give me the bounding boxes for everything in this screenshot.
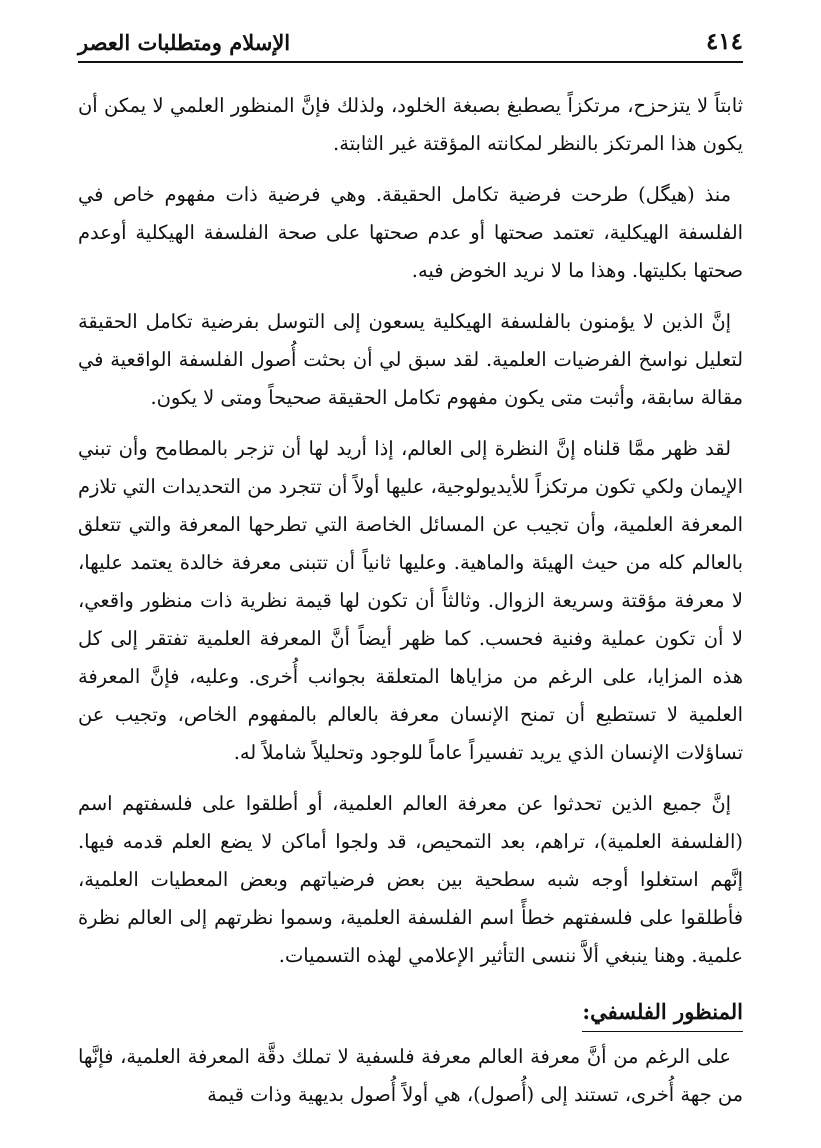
paragraph-final: على الرغم من أنَّ معرفة العالم معرفة فلسفية لا تملك دقَّة المعرفة العلمية، فإنَّها من جهة أُخرى، تستند إلى (أُصول)، هي أولاً أُصول بديهية وذات قيمة [78,1045,743,1106]
page-body [78,87,743,1114]
paragraph-continued: ثابتاً لا يتزحزح، مرتكزاً يصطبغ بصبغة الخلود، ولذلك فإنَّ المنظور العلمي لا يمكن أن يكون هذا المرتكز بالنظر لمكانته المؤقتة غير الثابتة. [78,94,743,155]
paragraph: منذ (هيگل) طرحت فرضية تكامل الحقيقة. وهي فرضية ذات مفهوم خاص في الفلسفة الهيكلية، تعتمد صحتها أو عدم صحتها على صحة الفلسفة الهيكلية أوعدم صحتها بكليتها. وهذا ما لا نريد الخوض فيه. [78,183,743,282]
running-header [78,28,743,63]
paragraph: إنَّ الذين لا يؤمنون بالفلسفة الهيكلية يسعون إلى التوسل بفرضية تكامل الحقيقة لتعليل نواسخ الفرضيات العلمية. لقد سبق لي أن بحثت أُصول الفلسفة الواقعية في مقالة سابقة، وأثبت متى يكون مفهوم تكامل الحقيقة صحيحاً ومتى لا يكون. [78,310,743,409]
paragraph: لقد ظهر ممَّا قلناه إنَّ النظرة إلى العالم، إذا أريد لها أن تزجر بالمطامح وأن تبني الإيمان ولكي تكون مرتكزاً للأيديولوجية، عليها أولاً أن تتجرد من التحديدات التي تلازم المعرفة العلمية، وأن تجيب عن المسائل الخاصة التي تطرحها المعرفة والتي تتعلق بالعالم كله من حيث الهيئة والماهية. وعليها ثانياً أن تتبنى معرفة خالدة يعتمد عليها، لا معرفة مؤقتة وسريعة الزوال. وثالثاً أن تكون لها قيمة نظرية ذات منظور واقعي، لا أن تكون عملية وفنية فحسب. كما ظهر أيضاً أنَّ المعرفة العلمية تفتقر إلى كل هذه المزايا، على الرغم من مزاياها المتعلقة بجوانب أُخرى. وعليه، فإنَّ المعرفة العلمية لا تستطيع أن تمنح الإنسان معرفة بالعالم بالمفهوم الخاص، وتجيب عن تساؤلات الإنسان الذي يريد تفسيراً عاماً للوجود وتحليلاً شاملاً له. [78,437,743,764]
paragraph: إنَّ جميع الذين تحدثوا عن معرفة العالم العلمية، أو أطلقوا على فلسفتهم اسم (الفلسفة العلمية)، تراهم، بعد التمحيص، قد ولجوا أماكن لا يضع العلم قدمه فيها. إنَّهم استغلوا أوجه شبه سطحية بين بعض فرضياتهم وبعض المعطيات العلمية، فأطلقوا على فلسفتهم خطأً اسم الفلسفة العلمية، وسموا نظرتهم إلى العالم نظرة علمية. وهنا ينبغي ألاَّ ننسى التأثير الإعلامي لهذه التسميات. [78,792,743,967]
running-title: الإسلام ومتطلبات العصر [78,30,291,55]
section-heading: المنظور الفلسفي: [582,994,743,1032]
page-number: ٤١٤ [705,28,743,55]
